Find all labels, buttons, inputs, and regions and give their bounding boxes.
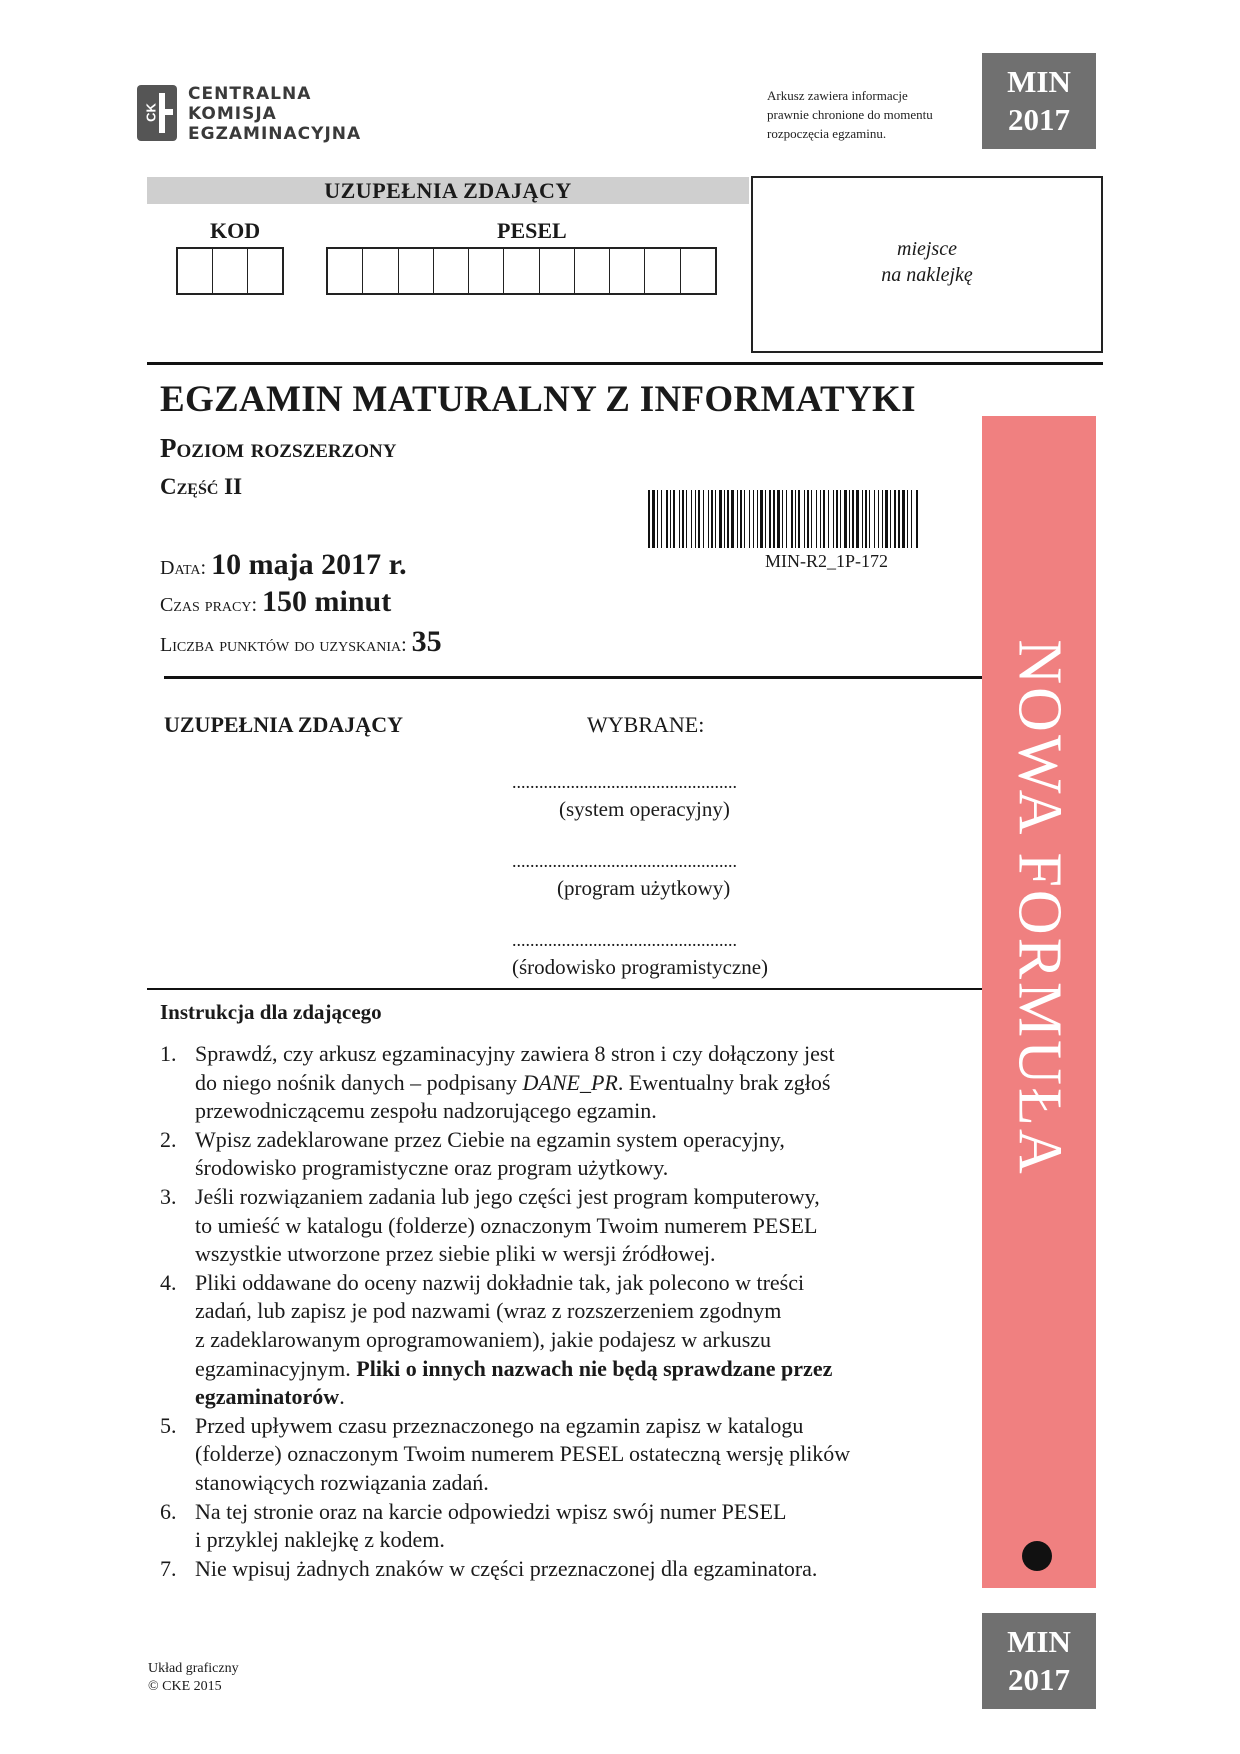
instructions-list <box>160 1040 960 1583</box>
barcode-bar <box>727 490 729 548</box>
barcode-bar <box>652 490 655 548</box>
barcode-bar <box>786 490 787 548</box>
pesel-digit-box[interactable] <box>399 249 434 293</box>
sticker-line: na naklejkę <box>881 264 973 286</box>
instruction-number: 4. <box>160 1269 177 1295</box>
barcode-bar <box>916 490 918 548</box>
logo-line: KOMISJA <box>188 104 277 124</box>
instruction-item <box>160 1555 960 1584</box>
instruction-text: Sprawdź, czy arkusz egzaminacyjny zawiera 8 stron i czy dołączony jest do niego nośnik danych – podpisany DANE_PR. Ewentualny brak zgłoś przewodniczącemu zespołu nadzorującego egzamin. <box>195 1041 835 1124</box>
logo-line: EGZAMINACYJNA <box>188 124 362 144</box>
barcode-bar <box>740 490 742 548</box>
barcode-bar <box>823 490 825 548</box>
barcode-bar <box>695 490 696 548</box>
pesel-digit-box[interactable] <box>610 249 645 293</box>
header-divider <box>147 362 1103 365</box>
instruction-item <box>160 1498 960 1555</box>
instructions-title: Instrukcja dla zdającego <box>160 1000 382 1024</box>
instruction-number: 6. <box>160 1498 177 1524</box>
exam-level: Poziom rozszerzony <box>160 433 397 463</box>
barcode-bar <box>737 490 738 548</box>
barcode-bar <box>698 490 700 548</box>
student-fill-heading <box>147 177 749 204</box>
choice-dots-ide[interactable]: .................................................. <box>512 930 737 950</box>
footer-line: © CKE 2015 <box>148 1679 222 1694</box>
instruction-text: Jeśli rozwiązaniem zadania lub jego części jest program komputerowy, to umieść w katalogu (folderze) oznaczonym Twoim numerem PESEL wszystkie utworzone przez siebie pliki w wersji źródłowej. <box>195 1183 820 1267</box>
cke-logo-text <box>188 84 361 144</box>
barcode-bar <box>711 490 713 548</box>
badge-year: 2017 <box>1008 1662 1070 1697</box>
barcode-bar <box>894 490 896 548</box>
footer-line: Układ graficzny <box>148 1661 239 1676</box>
barcode-bar <box>807 490 809 548</box>
barcode-bar <box>753 490 754 548</box>
instruction-item <box>160 1040 960 1126</box>
barcode-bar <box>686 490 687 548</box>
barcode-bar <box>773 490 775 548</box>
barcode-bar <box>862 490 863 548</box>
choice-hint-app: (program użytkowy) <box>557 876 731 900</box>
barcode-bar <box>769 490 771 548</box>
notice-line: rozpoczęcia egzaminu. <box>767 126 887 141</box>
barcode-bar <box>765 490 766 548</box>
exam-part: Część II <box>160 474 243 499</box>
barcode-bar <box>760 490 763 548</box>
choices-heading: UZUPEŁNIA ZDAJĄCY <box>164 712 403 737</box>
barcode-bar <box>804 490 805 548</box>
time-value: 150 minut <box>262 585 392 618</box>
barcode-bar <box>885 490 888 548</box>
barcode-bar <box>715 490 716 548</box>
notice-line: prawnie chronione do momentu <box>767 107 933 122</box>
barcode-bar <box>874 490 875 548</box>
exam-code-badge-bottom <box>982 1613 1096 1709</box>
pesel-digit-box[interactable] <box>540 249 575 293</box>
barcode-bar <box>890 490 891 548</box>
pesel-digit-box[interactable] <box>363 249 398 293</box>
instruction-item <box>160 1183 960 1269</box>
barcode-bar <box>856 490 859 548</box>
sticker-placeholder <box>751 176 1103 353</box>
barcode-bar <box>795 490 796 548</box>
barcode-bar <box>708 490 709 548</box>
badge-code: MIN <box>1007 64 1071 99</box>
barcode-bar <box>869 490 870 548</box>
exam-points <box>160 625 442 659</box>
pesel-input-boxes[interactable] <box>326 247 717 295</box>
sticker-line: miejsce <box>897 238 957 260</box>
pesel-label: PESEL <box>497 218 567 243</box>
barcode-bar <box>724 490 725 548</box>
barcode-bar <box>682 490 684 548</box>
kod-digit-box[interactable] <box>213 249 248 293</box>
barcode-bar <box>849 490 850 548</box>
instruction-number: 5. <box>160 1412 177 1438</box>
title-divider <box>164 676 982 679</box>
instruction-text: Wpisz zadeklarowane przez Ciebie na egzamin system operacyjny, środowisko programistyczne oraz program użytkowy. <box>195 1126 785 1181</box>
choice-hint-ide: (środowisko programistyczne) <box>512 955 769 979</box>
logo-ck-text: CK <box>143 103 159 122</box>
barcode-bar <box>661 490 662 548</box>
barcode-bar <box>882 490 883 548</box>
kod-label: KOD <box>210 218 261 243</box>
instruction-number: 7. <box>160 1555 177 1581</box>
pesel-digit-box[interactable] <box>328 249 363 293</box>
barcode-bar <box>679 490 680 548</box>
choice-hint-os: (system operacyjny) <box>559 797 730 821</box>
pesel-digit-box[interactable] <box>504 249 539 293</box>
pesel-digit-box[interactable] <box>469 249 504 293</box>
instruction-item <box>160 1126 960 1183</box>
barcode-bar <box>820 490 821 548</box>
barcode-bar <box>898 490 900 548</box>
barcode-bar <box>791 490 793 548</box>
barcode-bar <box>757 490 758 548</box>
barcode-bar <box>731 490 734 548</box>
barcode-bar <box>798 490 800 548</box>
kod-digit-box[interactable] <box>248 249 282 293</box>
barcode-bar <box>648 490 650 548</box>
barcode-bar <box>673 490 675 548</box>
date-label: Data: <box>160 557 207 579</box>
cke-logo-mark <box>137 85 177 141</box>
pesel-digit-box[interactable] <box>681 249 715 293</box>
choices-divider <box>147 988 982 990</box>
time-label: Czas pracy: <box>160 594 258 616</box>
barcode-bar <box>902 490 905 548</box>
barcode-bar <box>691 490 692 548</box>
instruction-text: Pliki oddawane do oceny nazwij dokładnie tak, jak polecono w treści zadań, lub zapisz je pod nazwami (wraz z rozszerzeniem zgodnym z zadeklarowanym oprogramowaniem), jakie podajesz w arkuszu egzaminacyjnym. Pliki o innych nazwach nie będą sprawdzane przez egzaminatorów. <box>195 1269 833 1410</box>
barcode-bar <box>744 490 745 548</box>
barcode <box>648 490 918 548</box>
instruction-text: Na tej stronie oraz na karcie odpowiedzi wpisz swój numer PESEL i przyklej naklejkę z kodem. <box>195 1498 787 1553</box>
instruction-text: Nie wpisuj żadnych znaków w części przeznaczonej dla egzaminatora. <box>195 1555 818 1581</box>
footer <box>148 1660 239 1696</box>
badge-year: 2017 <box>1008 102 1070 137</box>
instruction-item <box>160 1269 960 1412</box>
barcode-bar <box>840 490 841 548</box>
barcode-bar <box>833 490 834 548</box>
barcode-bar <box>811 490 812 548</box>
legal-notice <box>767 86 933 143</box>
points-value: 35 <box>411 625 442 658</box>
barcode-bar <box>816 490 817 548</box>
barcode-bar <box>749 490 750 548</box>
barcode-bar <box>911 490 912 548</box>
kod-input-boxes[interactable] <box>176 247 284 295</box>
logo-line: CENTRALNA <box>188 84 312 104</box>
band-dot <box>1022 1541 1052 1571</box>
barcode-bar <box>907 490 908 548</box>
barcode-bar <box>719 490 722 548</box>
instruction-item <box>160 1412 960 1498</box>
barcode-bar <box>828 490 829 548</box>
pesel-digit-box[interactable] <box>434 249 469 293</box>
exam-date <box>160 548 407 582</box>
barcode-bar <box>865 490 867 548</box>
exam-duration <box>160 585 391 619</box>
date-value: 10 maja 2017 r. <box>211 548 407 581</box>
selected-label: WYBRANE: <box>587 712 705 737</box>
instruction-text: Przed upływem czasu przeznaczonego na egzamin zapisz w katalogu (folderze) oznaczonym Twoim numerem PESEL ostateczną wersję plików stanowiących rozwiązania zadań. <box>195 1412 851 1495</box>
barcode-bar <box>666 490 668 548</box>
barcode-bar <box>670 490 671 548</box>
barcode-bar <box>782 490 783 548</box>
instruction-number: 3. <box>160 1183 177 1209</box>
barcode-bar <box>703 490 704 548</box>
barcode-code: MIN-R2_1P-172 <box>765 551 889 571</box>
barcode-bar <box>657 490 658 548</box>
exam-code-badge-top <box>982 53 1096 149</box>
barcode-bar <box>878 490 879 548</box>
barcode-bar <box>852 490 854 548</box>
points-label: Liczba punktów do uzyskania: <box>160 634 407 656</box>
pesel-digit-box[interactable] <box>575 249 610 293</box>
exam-title: EGZAMIN MATURALNY Z INFORMATYKI <box>160 379 916 420</box>
notice-line: Arkusz zawiera informacje <box>767 88 908 103</box>
nowa-formula-band <box>982 416 1096 1588</box>
barcode-bar <box>844 490 847 548</box>
barcode-bar <box>777 490 780 548</box>
barcode-bar <box>836 490 838 548</box>
badge-code: MIN <box>1007 1624 1071 1659</box>
instruction-number: 1. <box>160 1041 177 1066</box>
student-fill-heading-text: UZUPEŁNIA ZDAJĄCY <box>324 178 572 203</box>
instruction-number: 2. <box>160 1126 177 1152</box>
choice-dots-app[interactable]: .................................................. <box>512 851 737 871</box>
pesel-digit-box[interactable] <box>645 249 680 293</box>
choice-dots-os[interactable]: .................................................. <box>512 772 737 792</box>
kod-digit-box[interactable] <box>178 249 213 293</box>
nowa-formula-text: NOWA FORMUŁA <box>1005 639 1074 1177</box>
